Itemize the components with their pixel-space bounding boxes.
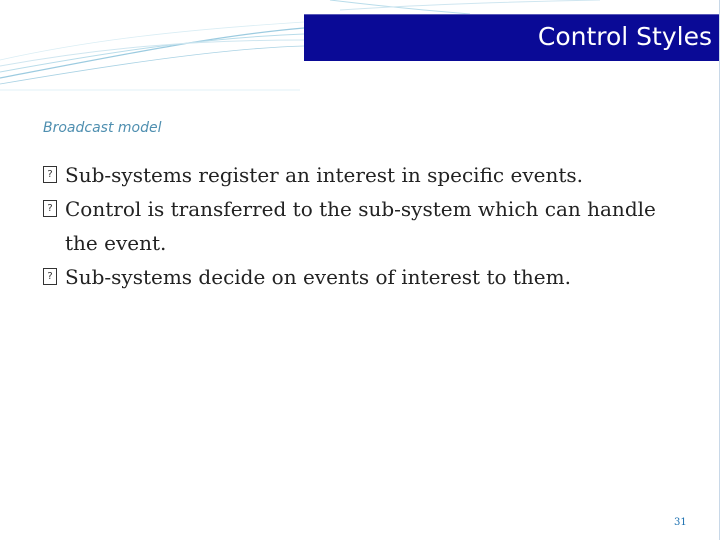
wave-line-3 <box>0 40 304 66</box>
wave-line-2 <box>0 34 304 72</box>
wave-line-5 <box>0 22 304 60</box>
bullet-item <box>43 158 683 192</box>
missing-glyph-box-icon: ? <box>43 268 57 285</box>
wave-line-4 <box>0 46 304 84</box>
missing-glyph-box-icon: ? <box>43 166 57 183</box>
page-number: 31 <box>674 517 687 528</box>
bullet-list <box>43 158 683 294</box>
bullet-text: Sub-systems decide on events of interest to them. <box>65 265 571 289</box>
bullet-text: Control is transferred to the sub-system which can handle the event. <box>65 197 656 255</box>
wave-line-7 <box>340 0 600 10</box>
slide-title: Control Styles <box>537 22 712 51</box>
bullet-text: Sub-systems register an interest in specific events. <box>65 163 583 187</box>
slide-subtitle: Broadcast model <box>43 120 162 136</box>
bullet-item <box>43 260 683 294</box>
missing-glyph-box-icon: ? <box>43 200 57 217</box>
bullet-item <box>43 192 683 260</box>
title-bar <box>304 14 720 61</box>
